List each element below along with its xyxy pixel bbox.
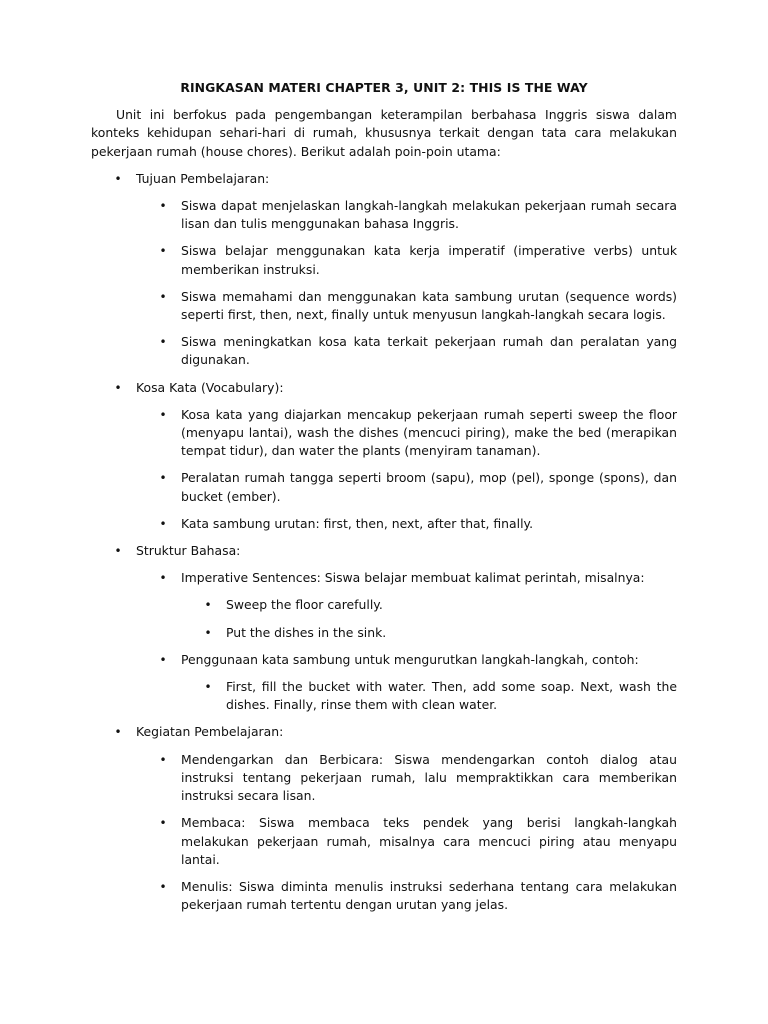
- list-item-text: Menulis: Siswa diminta menulis instruksi sederhana tentang cara melakukan pekerjaan rumah tertentu dengan urutan yang jelas.: [181, 878, 677, 913]
- list-item-text: Membaca: Siswa membaca teks pendek yang berisi langkah-langkah melakukan pekerjaan rumah, misalnya cara mencuci piring atau menyapu lantai.: [181, 815, 677, 867]
- list-item: [136, 814, 677, 869]
- bullet-icon: •: [159, 335, 167, 350]
- bullet-icon: •: [159, 752, 167, 767]
- list-item-text: Siswa memahami dan menggunakan kata sambung urutan (sequence words) seperti first, then, next, finally untuk menyusun langkah-langkah secara logis.: [181, 288, 677, 323]
- list-item: [136, 751, 677, 806]
- bullet-icon: •: [159, 652, 167, 667]
- bullet-icon: •: [204, 680, 212, 695]
- bullet-icon: •: [114, 380, 122, 395]
- list-item-text: Kata sambung urutan: first, then, next, after that, finally.: [181, 515, 534, 531]
- bullet-icon: •: [114, 171, 122, 186]
- bullet-icon: •: [159, 244, 167, 259]
- bullet-icon: •: [159, 407, 167, 422]
- bullet-icon: •: [114, 725, 122, 740]
- list-item: [136, 197, 677, 233]
- section-heading: Tujuan Pembelajaran:: [136, 170, 270, 186]
- section-points: [136, 197, 677, 370]
- example-text: Sweep the floor carefully.: [226, 597, 383, 613]
- bullet-icon: •: [204, 598, 212, 613]
- list-item-text: Mendengarkan dan Berbicara: Siswa mendengarkan contoh dialog atau instruksi tentang pekerjaan rumah, lalu mempraktikkan cara memberikan instruksi secara lisan.: [181, 751, 677, 804]
- list-item: [136, 333, 677, 369]
- bullet-icon: •: [159, 289, 167, 304]
- list-item-text: Penggunaan kata sambung untuk mengurutkan langkah-langkah, contoh:: [181, 651, 639, 667]
- list-item-text: Imperative Sentences: Siswa belajar membuat kalimat perintah, misalnya:: [181, 570, 645, 586]
- example-item: [181, 678, 677, 714]
- intro-paragraph: Unit ini berfokus pada pengembangan keterampilan berbahasa Inggris siswa dalam konteks kehidupan sehari-hari di rumah, khususnya terkait dengan tata cara melakukan pekerjaan rumah (house chores). Berikut adalah poin-poin utama:: [91, 107, 677, 159]
- section-heading: Struktur Bahasa:: [136, 543, 241, 559]
- bullet-icon: •: [159, 471, 167, 486]
- section-points: [136, 406, 677, 533]
- example-item: [181, 596, 677, 614]
- bullet-icon: •: [159, 816, 167, 831]
- bullet-icon: •: [204, 625, 212, 640]
- section-points: [136, 569, 677, 714]
- list-item: [136, 469, 677, 505]
- bullet-icon: •: [159, 516, 167, 531]
- bullet-icon: •: [159, 571, 167, 586]
- section-points: [136, 751, 677, 915]
- list-item: [136, 878, 677, 914]
- bullet-icon: •: [114, 544, 122, 559]
- example-text: Put the dishes in the sink.: [226, 624, 387, 640]
- list-item-text: Peralatan rumah tangga seperti broom (sapu), mop (pel), sponge (spons), dan bucket (ember).: [181, 470, 677, 504]
- list-item-text: Siswa dapat menjelaskan langkah-langkah melakukan pekerjaan rumah secara lisan dan tulis menggunakan bahasa Inggris.: [181, 198, 677, 232]
- list-item: [136, 288, 677, 324]
- section-heading: Kegiatan Pembelajaran:: [136, 724, 284, 740]
- example-list: [181, 678, 677, 714]
- section-item: [91, 170, 677, 370]
- section-item: [91, 723, 677, 914]
- section-item: [91, 379, 677, 533]
- list-item: [136, 406, 677, 461]
- list-item-text: Siswa meningkatkan kosa kata terkait pekerjaan rumah dan peralatan yang digunakan.: [181, 334, 677, 368]
- example-item: [181, 624, 677, 642]
- list-item-text: Siswa belajar menggunakan kata kerja imperatif (imperative verbs) untuk memberikan instruksi.: [181, 243, 677, 277]
- list-item: [136, 651, 677, 715]
- example-list: [181, 596, 677, 641]
- list-item: [136, 515, 677, 533]
- list-item: [136, 242, 677, 278]
- section-list: [91, 170, 677, 915]
- list-item-text: Kosa kata yang diajarkan mencakup pekerjaan rumah seperti sweep the floor (menyapu lantai), wash the dishes (mencuci piring), make the bed (merapikan tempat tidur), dan water the plants (menyiram tanaman).: [181, 406, 677, 459]
- list-item: [136, 569, 677, 642]
- section-item: [91, 542, 677, 714]
- bullet-icon: •: [159, 199, 167, 214]
- example-text: First, fill the bucket with water. Then, add some soap. Next, wash the dishes. Finally, rinse them with clean water.: [226, 679, 677, 713]
- document-title: RINGKASAN MATERI CHAPTER 3, UNIT 2: THIS IS THE WAY: [180, 80, 588, 95]
- section-heading: Kosa Kata (Vocabulary):: [136, 379, 284, 395]
- bullet-icon: •: [159, 879, 167, 894]
